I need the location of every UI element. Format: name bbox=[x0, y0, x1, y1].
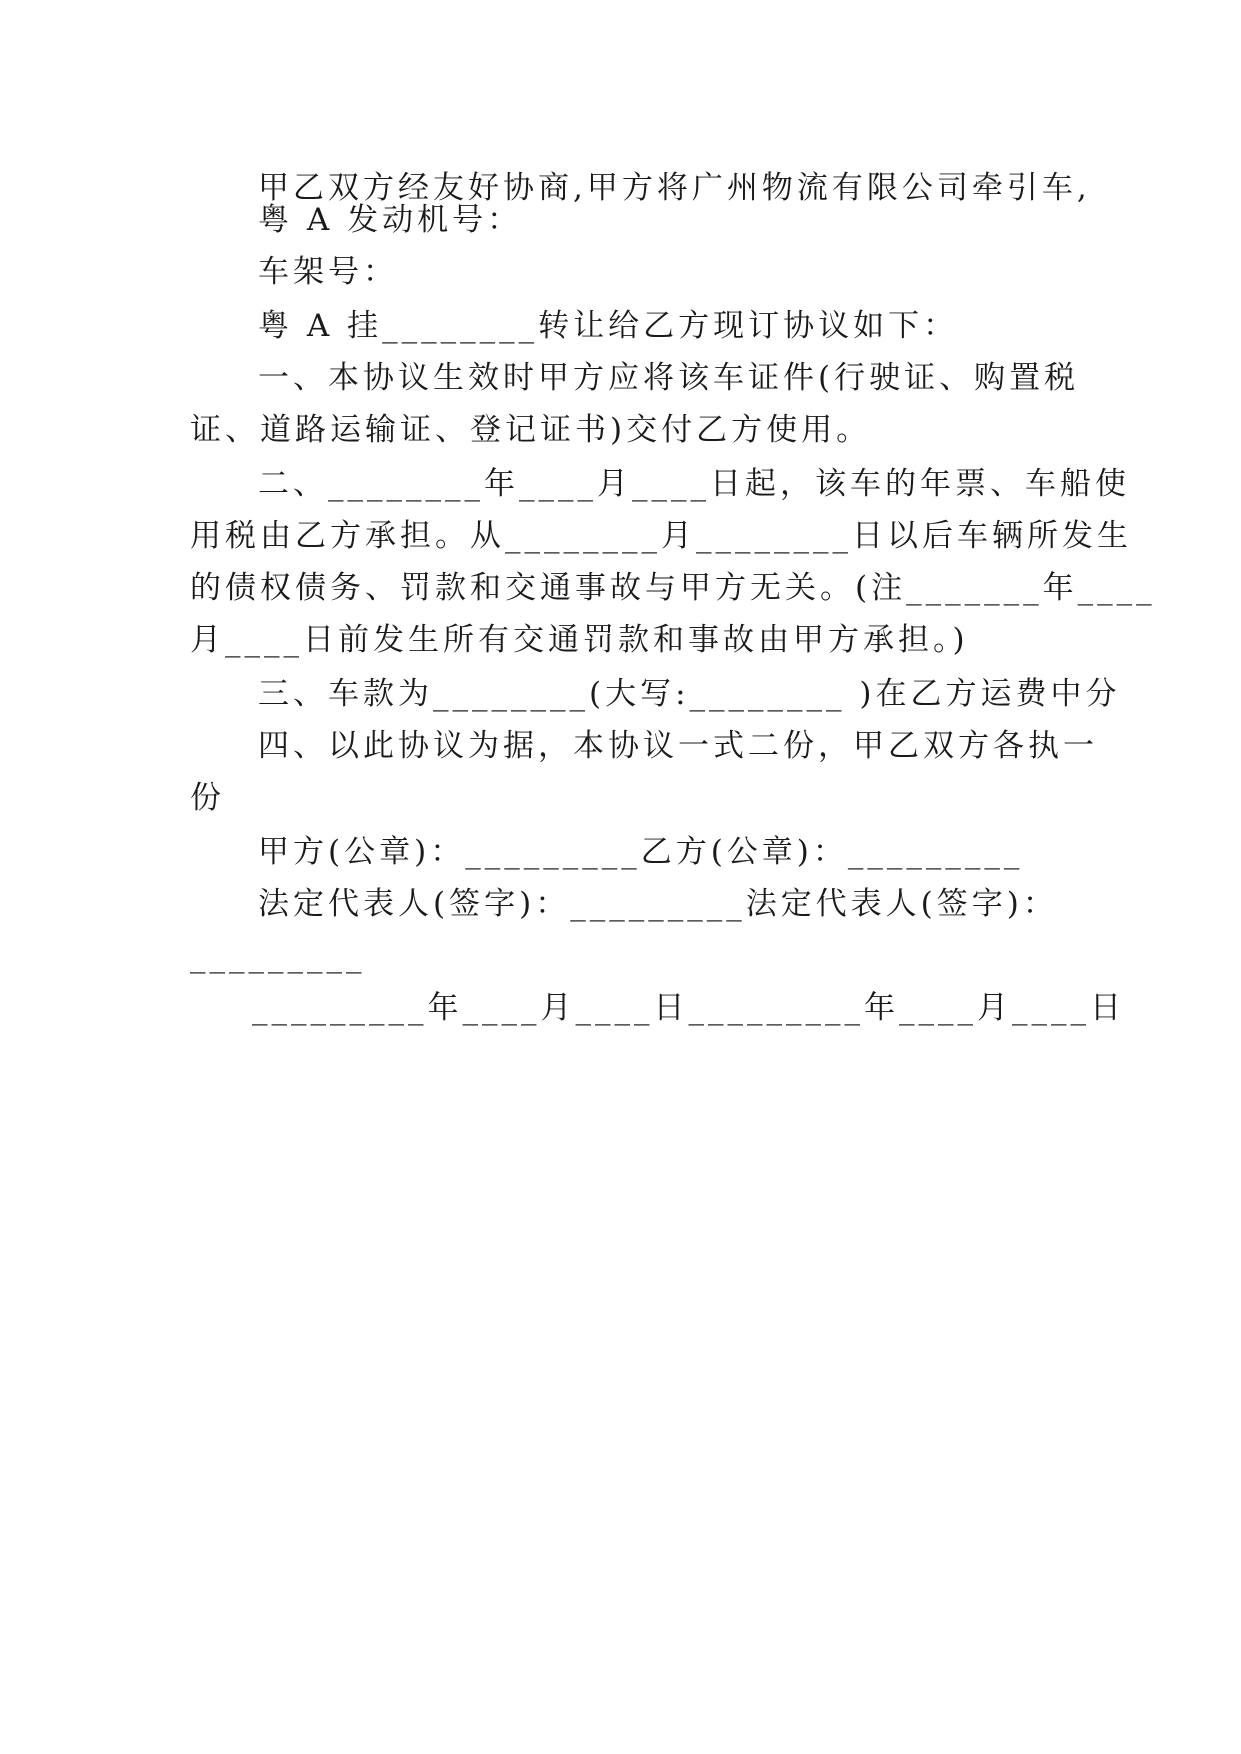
party-seal-line: 甲方(公章)：_________乙方(公章)：_________ bbox=[258, 834, 1024, 870]
clause-two-line-3: 的债权债务、罚款和交通事故与甲方无关。(注_______年____ bbox=[190, 570, 1156, 606]
clause-four-line-1: 四、以此协议为据，本协议一式二份，甲乙双方各执一 bbox=[258, 728, 1098, 764]
clause-one-line-2: 证、道路运输证、登记证书)交付乙方使用。 bbox=[190, 412, 872, 448]
clause-two-line-4: 月____日前发生所有交通罚款和事故由甲方承担。) bbox=[190, 622, 969, 658]
representative-signature-line: 法定代表人(签字)：_________法定代表人(签字)： bbox=[258, 886, 1058, 922]
clause-one-line-1: 一、本协议生效时甲方应将该车证件(行驶证、购置税 bbox=[258, 360, 1080, 396]
frame-number-line: 车架号： bbox=[258, 254, 398, 290]
clause-three-line: 三、车款为________(大写:________ )在乙方运费中分 bbox=[258, 676, 1121, 712]
signature-blank-line: _________ bbox=[190, 938, 366, 974]
clause-four-line-2: 份 bbox=[190, 780, 225, 816]
intro-line: 甲乙双方经友好协商,甲方将广州物流有限公司牵引车, bbox=[258, 170, 1091, 206]
trailer-transfer-line: 粤 A 挂________转让给乙方现订协议如下： bbox=[258, 308, 959, 344]
clause-two-line-1: 二、________年____月____日起，该车的年票、车船使 bbox=[258, 466, 1130, 502]
date-line: _________年____月____日_________年____月____日 bbox=[252, 990, 1125, 1026]
engine-number-line: 粤 A 发动机号： bbox=[258, 202, 523, 238]
clause-two-line-2: 用税由乙方承担。从________月________日以后车辆所发生 bbox=[190, 518, 1132, 554]
